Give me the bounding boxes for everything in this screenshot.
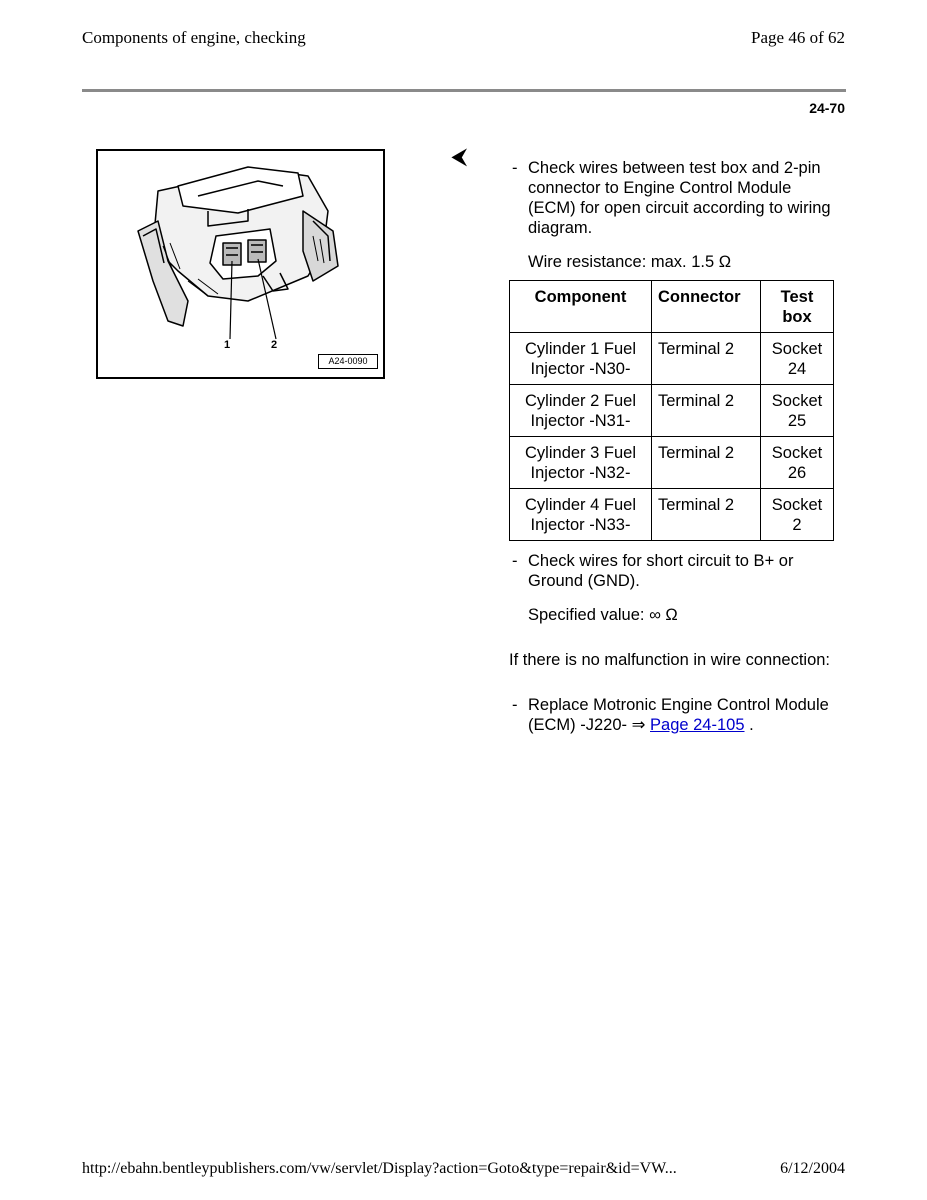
column-header-connector: Connector	[652, 281, 761, 333]
step-end: .	[744, 716, 754, 734]
page-link[interactable]: Page 24-105	[650, 716, 745, 734]
table-cell-component: Cylinder 4 Fuel Injector -N33-	[510, 489, 652, 541]
step-check-open-circuit	[509, 158, 839, 238]
table-cell-test-box: Socket 2	[761, 489, 834, 541]
table-cell-connector: Terminal 2	[652, 385, 761, 437]
table-row	[510, 385, 834, 437]
step-text: Check wires between test box and 2-pin connector to Engine Control Module (ECM) for open circuit according to wiring diagram.	[528, 159, 831, 237]
table-cell-test-box: Socket 26	[761, 437, 834, 489]
table-cell-test-box: Socket 24	[761, 333, 834, 385]
table-cell-component: Cylinder 1 Fuel Injector -N30-	[510, 333, 652, 385]
page-header-title: Components of engine, checking	[82, 28, 306, 47]
page-number: Page 46 of 62	[751, 28, 845, 47]
footer-url: http://ebahn.bentleypublishers.com/vw/servlet/Display?action=Goto&type=repair&id=VW...	[82, 1160, 677, 1177]
condition-text: If there is no malfunction in wire connection:	[509, 651, 831, 669]
connector-drawing	[98, 151, 383, 377]
table-cell-component: Cylinder 3 Fuel Injector -N32-	[510, 437, 652, 489]
table-row	[510, 333, 834, 385]
step-text: Check wires for short circuit to B+ or Ground (GND).	[528, 552, 794, 590]
instruction-content	[509, 158, 839, 735]
reference-arrow-icon: ⮜	[452, 146, 467, 168]
table-row	[510, 489, 834, 541]
figure-id: A24-0090	[318, 354, 378, 369]
wire-resistance-value: Wire resistance: max. 1.5 Ω	[528, 253, 732, 271]
section-number: 24-70	[809, 100, 845, 116]
step-replace-ecm	[509, 695, 839, 735]
step-dash: -	[512, 552, 518, 570]
step-check-short-circuit	[509, 551, 839, 591]
connector-illustration	[96, 149, 385, 379]
table-cell-connector: Terminal 2	[652, 437, 761, 489]
header-divider	[82, 89, 846, 92]
table-cell-component: Cylinder 2 Fuel Injector -N31-	[510, 385, 652, 437]
table-cell-connector: Terminal 2	[652, 333, 761, 385]
step-dash: -	[512, 696, 518, 714]
footer-date: 6/12/2004	[780, 1160, 845, 1177]
resistance-table	[509, 280, 834, 541]
specified-value: Specified value: ∞ Ω	[528, 606, 678, 624]
table-row	[510, 437, 834, 489]
callout-1: 1	[224, 339, 231, 351]
table-cell-connector: Terminal 2	[652, 489, 761, 541]
column-header-component: Component	[510, 281, 652, 333]
step-dash: -	[512, 159, 518, 177]
column-header-test-box: Test box	[761, 281, 834, 333]
step-text: Replace Motronic Engine Control Module (ECM) -J220- ⇒	[528, 696, 829, 734]
table-header-row	[510, 281, 834, 333]
table-cell-test-box: Socket 25	[761, 385, 834, 437]
callout-2: 2	[271, 339, 278, 351]
